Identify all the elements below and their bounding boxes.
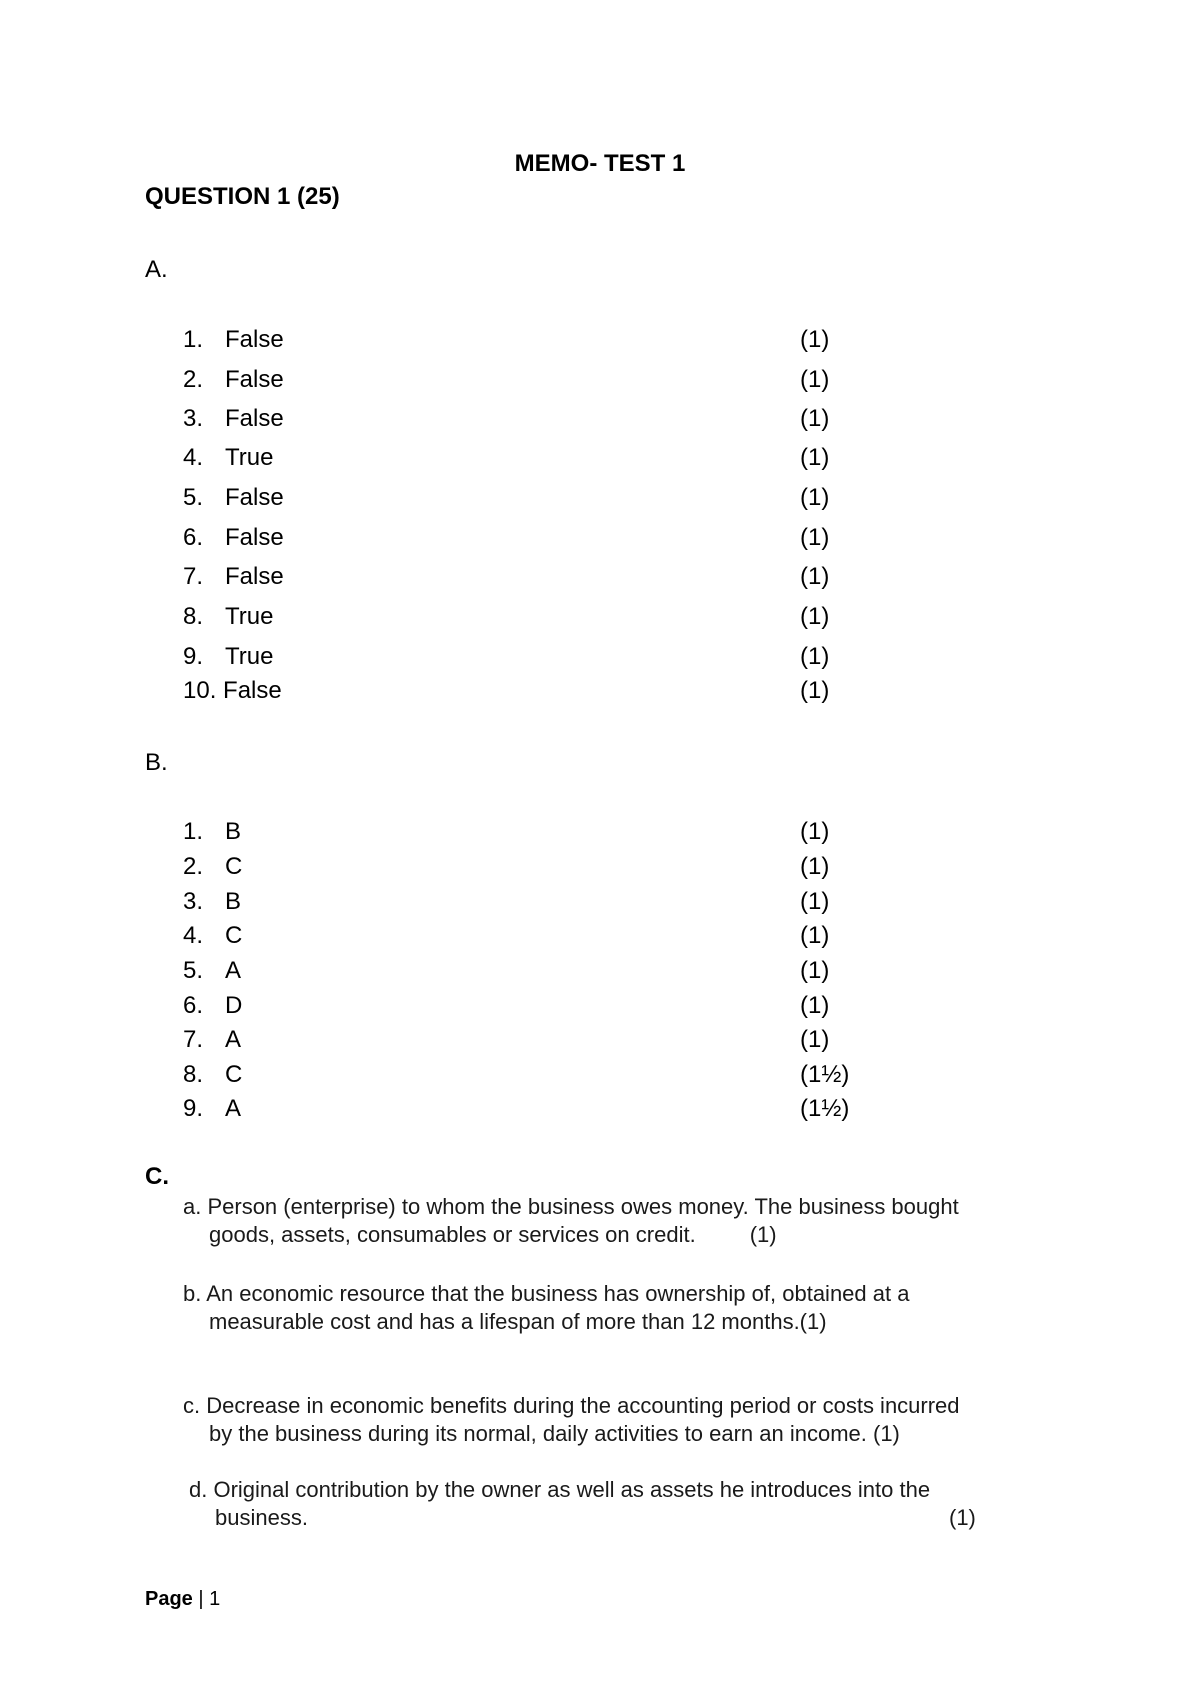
item-mark: (1) [800, 524, 830, 551]
item-mark: (1) [800, 603, 830, 630]
item-mark: (1) [800, 444, 830, 471]
list-item [183, 643, 273, 671]
definition-line: business. (1) [215, 1505, 976, 1530]
item-number: 3. [183, 888, 204, 915]
list-item [183, 922, 242, 950]
list-item [183, 326, 284, 354]
item-answer: B [225, 888, 242, 915]
item-number: 5. [183, 957, 204, 984]
item-answer: False [225, 524, 284, 551]
item-number: 8. [183, 603, 204, 630]
item-answer: C [225, 1061, 243, 1088]
list-item [183, 366, 284, 394]
definition-line: goods, assets, consumables or services on credit. (1) [209, 1222, 777, 1247]
definition-line: by the business during its normal, daily activities to earn an income. (1) [209, 1421, 900, 1446]
list-item [183, 888, 241, 916]
item-answer: C [225, 853, 243, 880]
list-item [183, 405, 284, 433]
item-number: 10. [183, 677, 217, 704]
item-mark: (1) [800, 643, 830, 670]
item-number: 9. [183, 1095, 204, 1122]
item-mark: (1) [800, 677, 830, 704]
item-number: 7. [183, 563, 204, 590]
item-mark: (1) [800, 366, 830, 393]
list-item [183, 957, 241, 985]
footer-separator: | [198, 1588, 204, 1610]
item-number: 1. [183, 818, 204, 845]
item-mark: (1) [800, 957, 830, 984]
page-number: 1 [209, 1588, 221, 1610]
list-item [183, 1095, 241, 1123]
page-footer [145, 1588, 220, 1611]
list-item [183, 853, 242, 881]
item-answer: False [225, 405, 284, 432]
item-mark: (1) [800, 326, 830, 353]
item-answer: False [225, 326, 284, 353]
section-a-label: A. [145, 256, 168, 283]
item-number: 8. [183, 1061, 204, 1088]
item-number: 2. [183, 366, 204, 393]
item-mark: (1) [800, 563, 830, 590]
item-mark: (1) [800, 853, 830, 880]
list-item [183, 603, 273, 631]
item-mark: (1) [800, 405, 830, 432]
list-item [183, 563, 284, 591]
item-number: 6. [183, 992, 204, 1019]
definition-line: measurable cost and has a lifespan of more than 12 months.(1) [209, 1309, 827, 1334]
definition-line: d. Original contribution by the owner as well as assets he introduces into the [189, 1477, 931, 1502]
item-answer: D [225, 992, 243, 1019]
question-heading: QUESTION 1 (25) [145, 183, 340, 210]
item-answer: False [225, 563, 284, 590]
item-number: 4. [183, 444, 204, 471]
definition-mark: (1) [949, 1505, 976, 1530]
item-answer: True [225, 643, 274, 670]
list-item [183, 444, 273, 472]
item-mark: (1) [800, 888, 830, 915]
list-item [183, 1026, 241, 1054]
item-answer: True [225, 444, 274, 471]
item-number: 7. [183, 1026, 204, 1053]
item-mark: (1) [800, 484, 830, 511]
definition-a [183, 1193, 959, 1249]
item-answer: True [225, 603, 274, 630]
item-answer: A [225, 957, 242, 984]
item-mark: (1) [800, 992, 830, 1019]
item-answer: A [225, 1026, 242, 1053]
item-number: 5. [183, 484, 204, 511]
section-c-label: C. [145, 1163, 169, 1190]
item-answer: A [225, 1095, 242, 1122]
item-number: 4. [183, 922, 204, 949]
list-item [183, 818, 241, 846]
item-number: 2. [183, 853, 204, 880]
item-answer: B [225, 818, 242, 845]
list-item [183, 677, 282, 705]
definition-d [189, 1476, 976, 1532]
definition-mark: (1) [749, 1222, 777, 1247]
definition-line: b. An economic resource that the business has ownership of, obtained at a [183, 1281, 910, 1306]
definition-line: a. Person (enterprise) to whom the business owes money. The business bought [183, 1194, 959, 1219]
item-mark: (1½) [800, 1095, 850, 1122]
section-b-label: B. [145, 749, 168, 776]
item-number: 1. [183, 326, 204, 353]
list-item [183, 1061, 242, 1089]
item-number: 9. [183, 643, 204, 670]
item-answer: False [223, 677, 282, 704]
list-item [183, 484, 284, 512]
definition-line: c. Decrease in economic benefits during the accounting period or costs incurred [183, 1393, 960, 1418]
item-number: 3. [183, 405, 204, 432]
item-mark: (1) [800, 922, 830, 949]
item-number: 6. [183, 524, 204, 551]
item-mark: (1½) [800, 1061, 850, 1088]
item-answer: False [225, 366, 284, 393]
item-mark: (1) [800, 1026, 830, 1053]
item-answer: False [225, 484, 284, 511]
list-item [183, 992, 242, 1020]
item-mark: (1) [800, 818, 830, 845]
list-item [183, 524, 284, 552]
definition-b [183, 1280, 909, 1336]
footer-label: Page [145, 1588, 193, 1610]
definition-c [183, 1392, 960, 1448]
item-answer: C [225, 922, 243, 949]
page-title: MEMO- TEST 1 [514, 150, 686, 177]
